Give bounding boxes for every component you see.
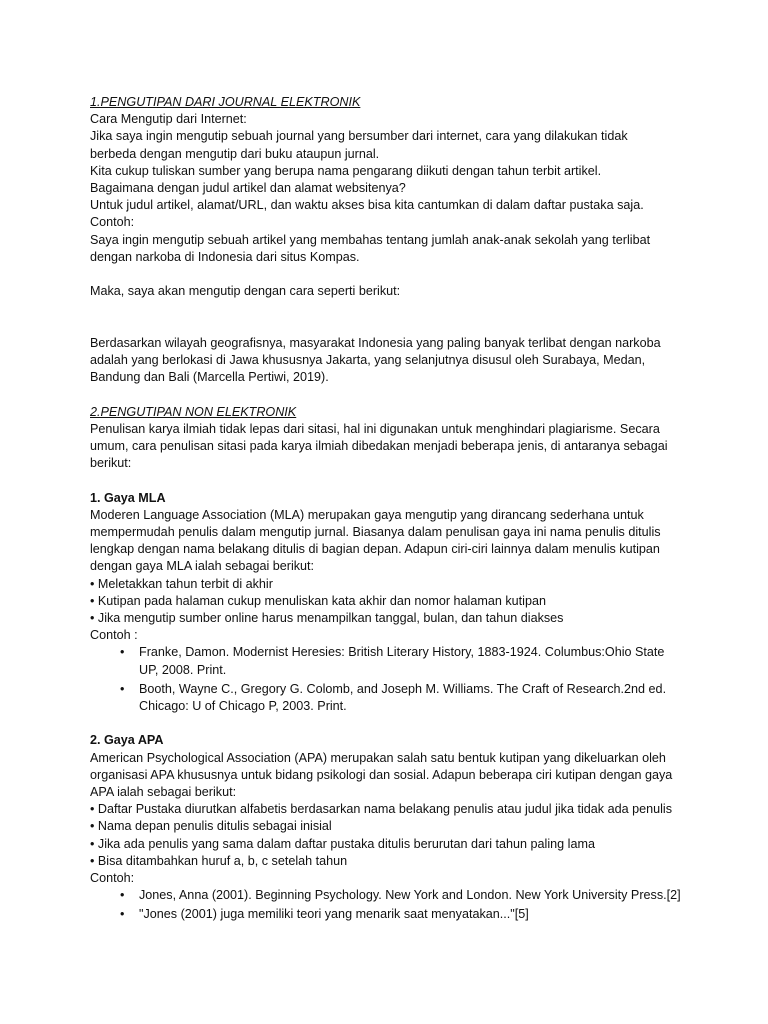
quote-line: Bandung dan Bali (Marcella Pertiwi, 2019). <box>90 370 329 385</box>
list-item: • Daftar Pustaka diurutkan alfabetis berdasarkan nama belakang penulis atau judul jika tidak ada penulis <box>90 802 672 817</box>
text-line: umum, cara penulisan sitasi pada karya ilmiah dibedakan menjadi beberapa jenis, di antaranya sebagai <box>90 439 668 453</box>
quote-line: adalah yang berlokasi di Jawa khususnya Jakarta, yang selanjutnya disusul oleh Surabaya, Medan, <box>90 353 646 367</box>
reference-line: Booth, Wayne C., Gregory G. Colomb, and Joseph M. Williams. The Craft of Research.2nd ed. <box>139 681 667 696</box>
text-line: lengkap dengan nama belakang ditulis di bagian depan. Adapun ciri-ciri lainnya dalam menulis kutipan <box>90 542 660 557</box>
text-line: mempermudah penulis dalam mengutip jurnal. Biasanya dalam penulisan gaya ini nama penulis ditulis <box>90 525 661 539</box>
text-line: APA ialah sebagai berikut: <box>90 785 237 800</box>
list-item: • Meletakkan tahun terbit di akhir <box>90 576 273 591</box>
text-line: American Psychological Association (APA) merupakan salah satu bentuk kutipan yang dikeluarkan oleh <box>90 750 666 765</box>
bullet-icon: • <box>120 888 125 903</box>
quote-line: Berdasarkan wilayah geografisnya, masyarakat Indonesia yang paling banyak terlibat dengan narkoba <box>90 335 661 350</box>
text-line: Contoh: <box>90 215 135 230</box>
list-item: • Nama depan penulis ditulis sebagai inisial <box>90 819 332 834</box>
mla-title: 1. Gaya MLA <box>90 490 166 505</box>
reference-line: UP, 2008. Print. <box>139 662 227 677</box>
reference-item <box>120 644 728 678</box>
list-item: • Kutipan pada halaman cukup menuliskan kata akhir dan nomor halaman kutipan <box>90 593 546 608</box>
text-line: Contoh: <box>90 871 135 886</box>
mla-reference-list <box>90 644 728 715</box>
text-line: Maka, saya akan mengutip dengan cara seperti berikut: <box>90 284 401 299</box>
list-item: • Bisa ditambahkan huruf a, b, c setelah tahun <box>90 853 348 868</box>
apa-reference-list <box>90 887 728 923</box>
text-line: Saya ingin mengutip sebuah artikel yang membahas tentang jumlah anak-anak sekolah yang terlibat <box>90 232 651 247</box>
text-line: dengan gaya MLA ialah sebagai berikut: <box>90 559 315 574</box>
bullet-icon: • <box>120 681 125 696</box>
text-line: Contoh : <box>90 628 138 643</box>
text-line: organisasi APA khususnya untuk bidang psikologi dan sosial. Adapun beberapa ciri kutipan dengan gaya <box>90 767 673 782</box>
reference-line: Jones, Anna (2001). Beginning Psychology. New York and London. New York University Press.[2] <box>139 888 681 903</box>
text-line: Penulisan karya ilmiah tidak lepas dari sitasi, hal ini digunakan untuk menghindari plagiarisme. Secara <box>90 421 660 436</box>
section-1-heading: 1.PENGUTIPAN DARI JOURNAL ELEKTRONIK <box>90 95 361 109</box>
text-line: Kita cukup tuliskan sumber yang berupa nama pengarang diikuti dengan tahun terbit artikel. <box>90 163 602 178</box>
section-2-heading: 2.PENGUTIPAN NON ELEKTRONIK <box>90 404 297 419</box>
list-item: • Jika ada penulis yang sama dalam daftar pustaka ditulis berurutan dari tahun paling lama <box>90 836 595 851</box>
apa-title: 2. Gaya APA <box>90 733 164 748</box>
bullet-icon: • <box>120 907 125 922</box>
text-line: Untuk judul artikel, alamat/URL, dan waktu akses bisa kita cantumkan di dalam daftar pustaka saja. <box>90 198 644 213</box>
reference-item <box>120 906 728 923</box>
reference-item <box>120 681 728 715</box>
text-line: berbeda dengan mengutip dari buku ataupun jurnal. <box>90 146 380 161</box>
text-line: Moderen Language Association (MLA) merupakan gaya mengutip yang dirancang sederhana untuk <box>90 507 644 522</box>
text-line: berikut: <box>90 456 132 471</box>
text-line: dengan narkoba di Indonesia dari situs Kompas. <box>90 249 360 264</box>
bullet-icon: • <box>120 645 125 660</box>
reference-line: Franke, Damon. Modernist Heresies: British Literary History, 1883-1924. Columbus:Ohio State <box>139 645 665 660</box>
reference-item <box>120 887 728 904</box>
reference-line: Chicago: U of Chicago P, 2003. Print. <box>139 699 347 714</box>
text-line: Bagaimana dengan judul artikel dan alamat websitenya? <box>90 181 406 196</box>
reference-line: "Jones (2001) juga memiliki teori yang menarik saat menyatakan..."[5] <box>139 907 529 922</box>
text-line: Jika saya ingin mengutip sebuah journal yang bersumber dari internet, cara yang dilakukan tidak <box>90 129 628 144</box>
text-line: Cara Mengutip dari Internet: <box>90 112 247 127</box>
list-item: • Jika mengutip sumber online harus menampilkan tanggal, bulan, dan tahun diakses <box>90 611 564 626</box>
